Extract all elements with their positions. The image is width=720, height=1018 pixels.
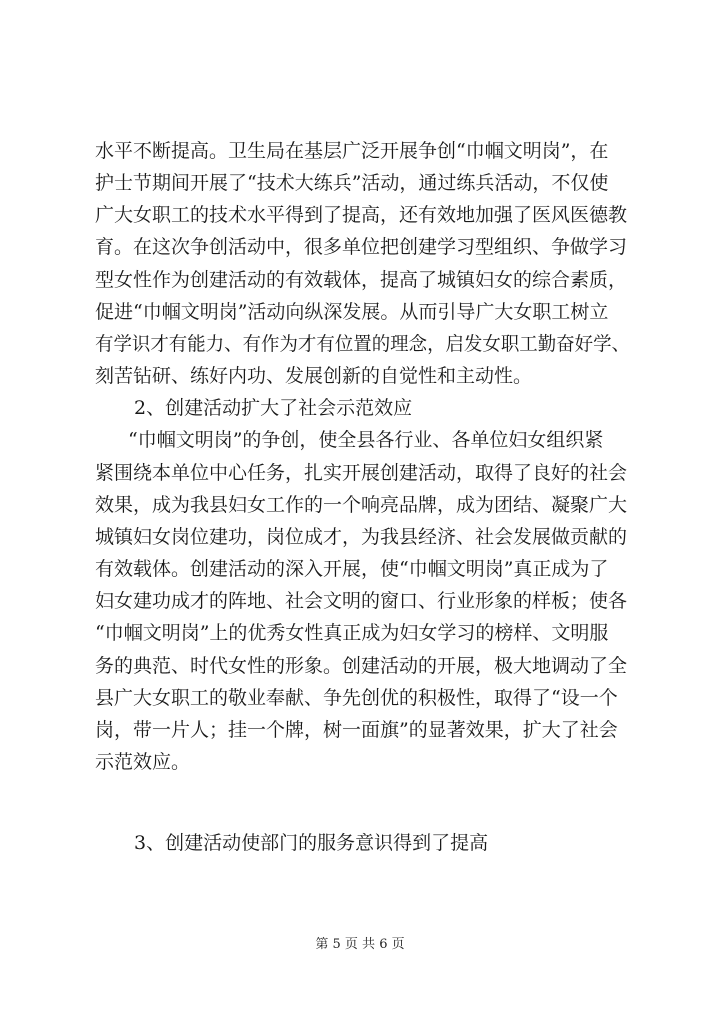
text-line: “巾帼文明岗”的争创，使全县各行业、各单位妇女组织紧	[128, 429, 604, 451]
text-line: 育。在这次争创活动中，很多单位把创建学习型组织、争做学习	[95, 236, 628, 258]
text-line: 型女性作为创建活动的有效载体，提高了城镇妇女的综合素质，	[95, 269, 628, 291]
text-line: 紧围绕本单位中心任务，扎实开展创建活动，取得了良好的社会	[95, 462, 628, 484]
text-line: 护士节期间开展了“技术大练兵”活动，通过练兵活动，不仅使	[95, 172, 609, 194]
text-line: 岗，带一片人；挂一个牌，树一面旗”的显著效果，扩大了社会	[95, 719, 618, 741]
text-line: 城镇妇女岗位建功，岗位成才，为我县经济、社会发展做贡献的	[95, 526, 628, 548]
text-line: 县广大女职工的敬业奉献、争先创优的积极性，取得了“设一个	[95, 687, 618, 709]
text-line: 广大女职工的技术水平得到了提高，还有效地加强了医风医德教	[95, 204, 628, 226]
text-line: 刻苦钻研、练好内功、发展创新的自觉性和主动性。	[95, 365, 533, 387]
text-line: “巾帼文明岗”上的优秀女性真正成为妇女学习的榜样、文明服	[95, 622, 609, 644]
text-line: 促进“巾帼文明岗”活动向纵深发展。从而引导广大女职工树立	[95, 301, 609, 323]
section-heading: 2、创建活动扩大了社会示范效应	[134, 397, 413, 419]
text-line: 示范效应。	[95, 751, 191, 773]
text-line: 有效载体。创建活动的深入开展，使“巾帼文明岗”真正成为了	[95, 558, 609, 580]
text-line: 妇女建功成才的阵地、社会文明的窗口、行业形象的样板；使各	[95, 590, 628, 612]
page-number: 第 5 页 共 6 页	[315, 937, 405, 952]
text-line: 水平不断提高。卫生局在基层广泛开展争创“巾帼文明岗”，在	[95, 140, 609, 162]
text-line: 有学识才有能力、有作为才有位置的理念，启发女职工勤奋好学、	[95, 333, 631, 355]
text-line: 务的典范、时代女性的形象。创建活动的开展，极大地调动了全	[95, 655, 628, 677]
section-heading: 3、创建活动使部门的服务意识得到了提高	[134, 832, 489, 854]
text-line: 效果，成为我县妇女工作的一个响亮品牌，成为团结、凝聚广大	[95, 494, 628, 516]
